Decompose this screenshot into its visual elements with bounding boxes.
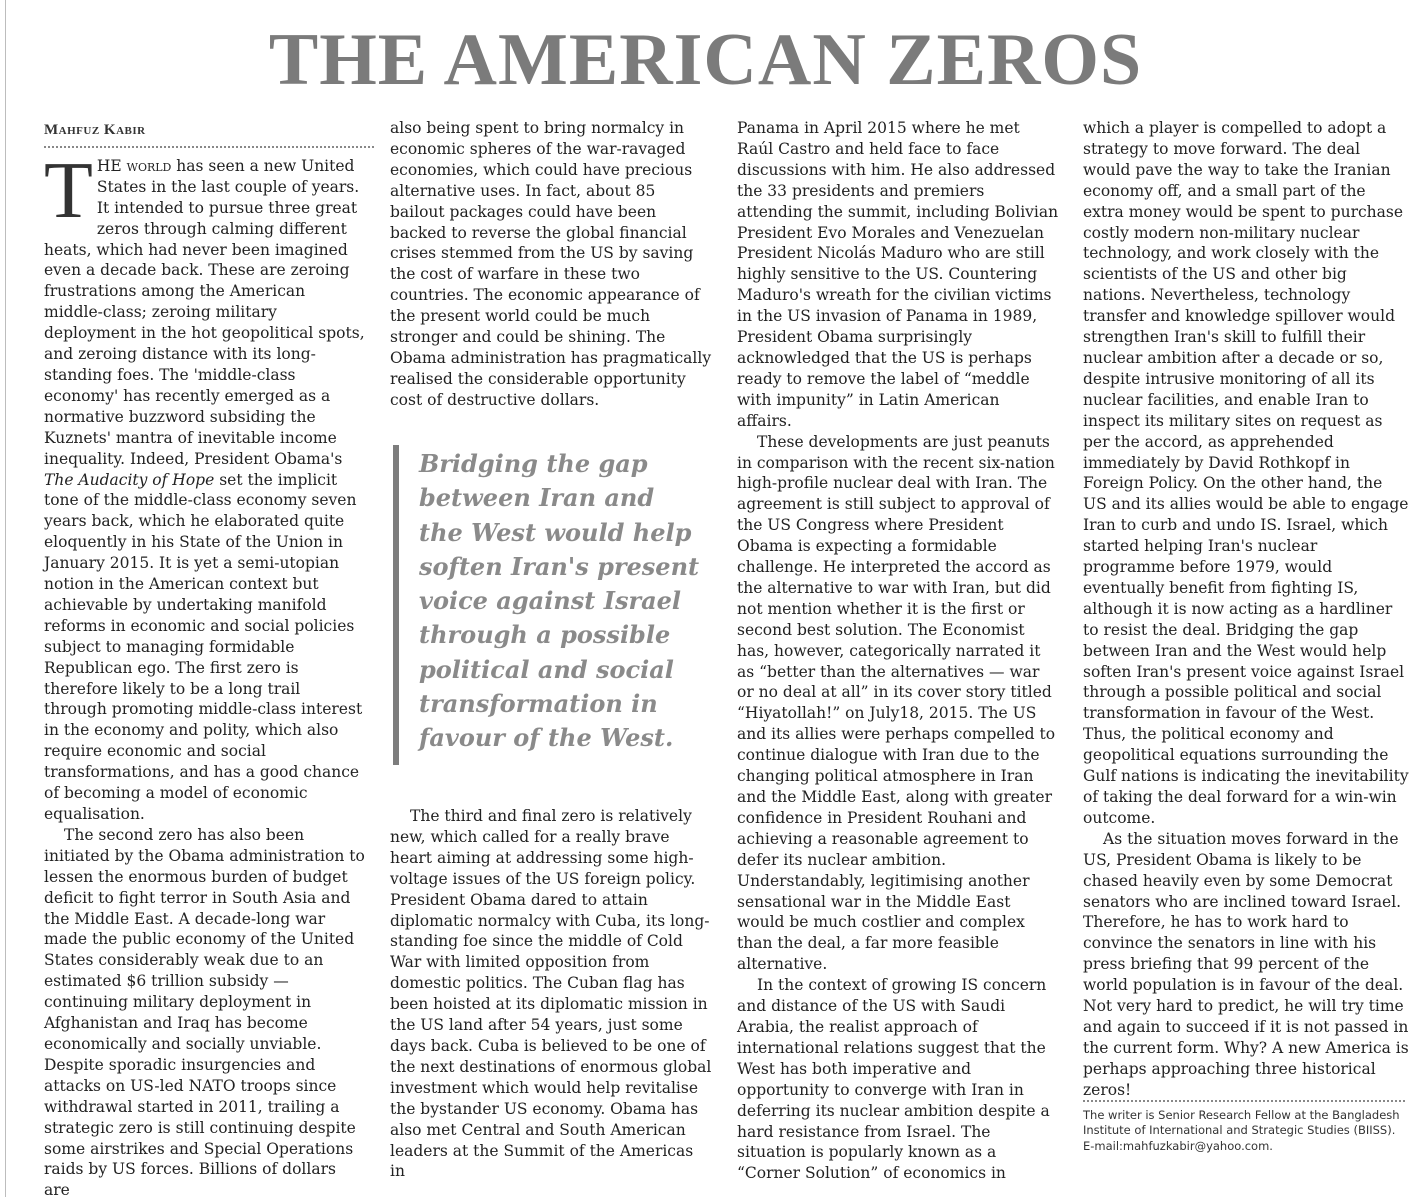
article-column-2-top	[390, 118, 712, 418]
lead-in: HE world	[96, 156, 172, 175]
article-column-2-bottom	[390, 806, 712, 1186]
book-title: The Audacity of Hope	[44, 470, 215, 489]
paragraph: The third and final zero is relatively new, which called for a really brave heart aiming at addressing some high-voltage issues of the US foreign policy. President Obama dared to attain diplomatic normalcy with Cuba, its long-standing foe since the middle of Cold War with limited opposition from domestic politics. The Cuban flag has been hoisted at its diplomatic mission in the US land after 54 years, just some days back. Cuba is believed to be one of the next destinations of enormous global investment which would help revitalise the bystander US economy. Obama has also met Central and South American leaders at the Summit of the Americas in	[390, 807, 712, 1181]
paragraph-intro: THE world has seen a new United States in the last couple of years. It intended to pursue three great zeros through calming different heats, which had never been imagined even a decade back. These are zeroing frustrations among the American middle-class; zeroing military deployment in the hot geopolitical spots, and zeroing distance with its long-standing foes. The 'middle-class economy' has recently emerged as a normative buzzword subsiding the Kuznets' mantra of inevitable income inequality. Indeed, President Obama's The Audacity of Hope set the implicit tone of the middle-class economy seven years back, which he elaborated quite eloquently in his State of the Union in January 2015. It is yet a semi-utopian notion in the American context but achievable by undertaking manifold reforms in economic and social policies subject to managing formidable Republican ego. The first zero is therefore likely to be a long trail through promoting middle-class interest in the economy and polity, which also require economic and social transformations, and has a good chance of becoming a model of economic equalisation.	[44, 146, 365, 823]
drop-cap: T	[44, 146, 93, 235]
author-footnote	[1083, 1100, 1405, 1154]
paragraph: which a player is compelled to adopt a strategy to move forward. The deal would pave the way to take the Iranian economy off, and a small part of the extra money would be spent to purchase costly modern non-military nuclear technology, and work closely with the scientists of the US and other big nations. Nevertheless, technology transfer and knowledge spillover would strengthen Iran's skill to fulfill their nuclear ambition after a decade or so, despite intrusive monitoring of all its nuclear facilities, and enable Iran to inspect its military sites on request as per the accord, as apprehended immediately by David Rothkopf in Foreign Policy. On the other hand, the US and its allies would be able to engage Iran to curb and undo IS. Israel, which started helping Iran's nuclear programme before 1979, would eventually benefit from fighting IS, although it is now acting as a hardliner to resist the deal. Bridging the gap between Iran and the West would help soften Iran's present voice against Israel through a possible political and social transformation in favour of the West. Thus, the political economy and geopolitical equations surrounding the Gulf nations is indicating the inevitability of taking the deal forward for a win-win outcome.	[1083, 119, 1409, 827]
author-email: E-mail:mahfuzkabir@yahoo.com.	[1083, 1138, 1273, 1153]
pull-quote: Bridging the gap between Iran and the West would help soften Iran's present voice against Israel through a possible political and social transformation in favour of the West.	[393, 445, 703, 765]
article-column-1	[44, 120, 366, 1200]
author-bio: The writer is Senior Research Fellow at the Bangladesh Institute of International and Strategic Studies (BIISS).	[1083, 1108, 1400, 1138]
paragraph: also being spent to bring normalcy in economic spheres of the war-ravaged economies, which could have precious alternative uses. In fact, about 85 bailout packages could have been backed to reverse the global financial crises stemmed from the US by saving the cost of warfare in these two countries. The economic appearance of the present world could be much stronger and could be shining. The Obama administration has pragmatically realised the considerable opportunity cost of destructive dollars.	[390, 119, 712, 409]
author-byline: Mahfuz Kabir	[44, 120, 374, 148]
paragraph: In the context of growing IS concern and distance of the US with Saudi Arabia, the realist approach of international relations suggest that the West has both imperative and opportunity to converge with Iran in deferring its nuclear ambition despite a hard resistance from Israel. The situation is popularly known as a “Corner Solution” of economics in	[737, 976, 1050, 1183]
page-left-rule	[5, 0, 6, 1197]
article-column-4	[1083, 118, 1409, 1099]
paragraph: The second zero has also been initiated by the Obama administration to lessen the enormous burden of budget deficit to fight terror in South Asia and the Middle East. A decade-long war made the public economy of the United States considerably weak due to an estimated $6 trillion subsidy — continuing military deployment in Afghanistan and Iraq has become economically and socially unviable. Despite sporadic insurgencies and attacks on US-led NATO troops since withdrawal started in 2011, trailing a strategic zero is still continuing despite some airstrikes and Special Operations raids by US forces. Billions of dollars are	[44, 825, 365, 1200]
paragraph: These developments are just peanuts in comparison with the recent six-nation high-profile nuclear deal with Iran. The agreement is still subject to approval of the US Congress where President Obama is expecting a formidable challenge. He interpreted the accord as the alternative to war with Iran, but did not mention whether it is the first or second best solution. The Economist has, however, categorically narrated it as “better than the alternatives — war or no deal at all” in its cover story titled “Hiyatollah!” on July18, 2015. The US and its allies were perhaps compelled to continue dialogue with Iran due to the changing political atmosphere in Iran and the Middle East, along with greater confidence in President Rouhani and achieving a reasonable agreement to defer its nuclear ambition. Understandably, legitimising another sensational war in the Middle East would be much costlier and complex than the deal, a far more feasible alternative.	[737, 432, 1056, 974]
article-column-3	[737, 118, 1059, 1183]
headline: THE AMERICAN ZEROS	[268, 19, 1143, 101]
paragraph: As the situation moves forward in the US, President Obama is likely to be chased heavily even by some Democrat senators who are inclined toward Israel. Therefore, he has to work hard to convince the senators in line with his press briefing that 99 percent of the world population is in favour of the deal. Not very hard to predict, he will try time and again to succeed if it is not passed in the current form. Why? A new America is perhaps approaching three historical zeros!	[1083, 829, 1409, 1099]
paragraph: Panama in April 2015 where he met Raúl Castro and held face to face discussions with him. He also addressed the 33 presidents and premiers attending the summit, including Bolivian President Evo Morales and Venezuelan President Nicolás Maduro who are still highly sensitive to the US. Countering Maduro's wreath for the civilian victims in the US invasion of Panama in 1989, President Obama surprisingly acknowledged that the US is perhaps ready to remove the label of “meddle with impunity” in Latin American affairs.	[737, 119, 1059, 430]
